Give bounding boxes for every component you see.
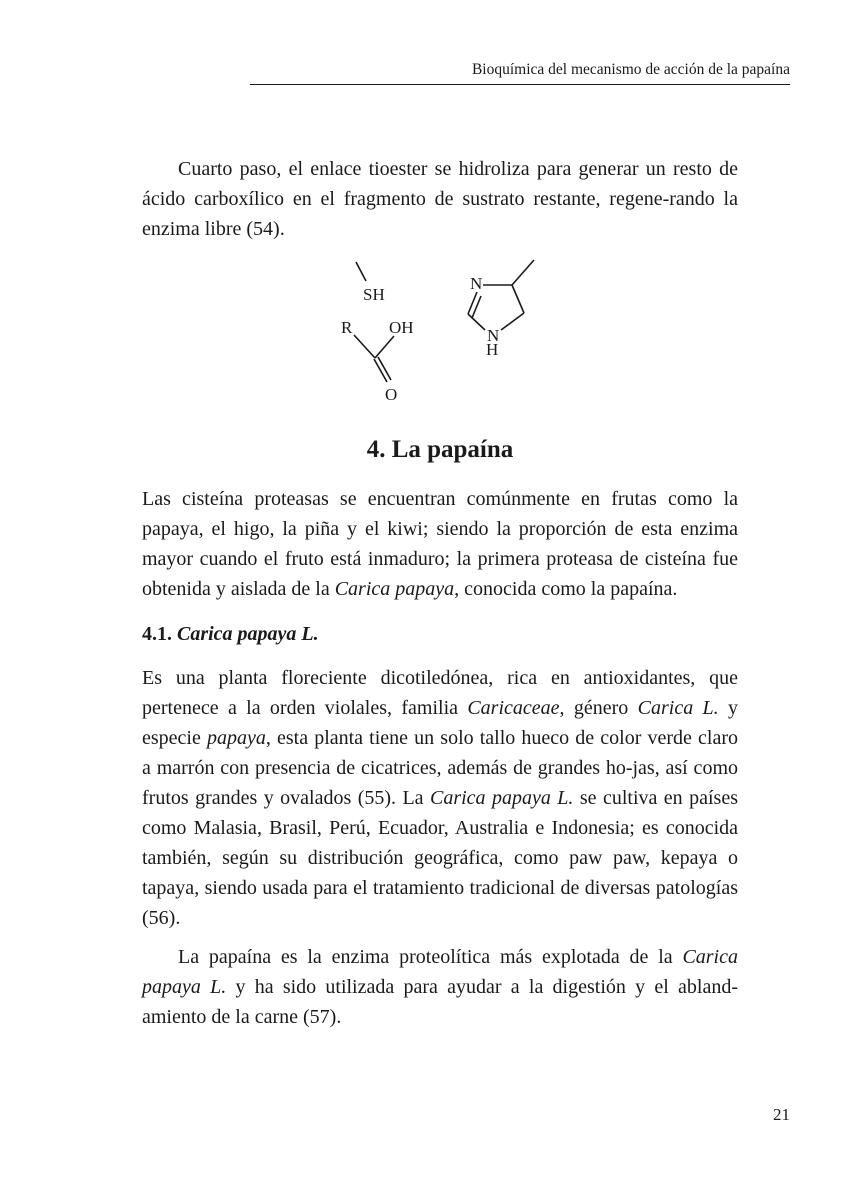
italic-family-name: Caricaceae [467,697,560,719]
thiol-bond [356,262,366,281]
ring-bond-c5-nh [501,313,524,330]
subsection-number: 4.1. [142,623,172,645]
paragraph-planta-floreciente [142,663,738,933]
italic-species-name: Carica papaya L. [429,787,574,809]
label-o: O [385,385,398,404]
chemical-structure-svg [330,252,560,407]
c-oh-bond [375,336,394,358]
text-run: Es una planta floreciente dicotiledónea, rica en antioxidantes, que pertenece a la orden violales, familia [142,667,738,719]
label-n-top: N [470,274,483,293]
text-run: y especie [142,697,739,749]
text-run: La papaína es la enzima proteolítica más explotada de la [178,946,683,968]
page-number: 21 [773,1105,790,1124]
label-oh: OH [389,318,414,337]
label-h: H [486,340,499,359]
paragraph-text: Cuarto paso, el enlace tioester se hidroliza para generar un resto de ácido carboxílico en el fragmento de sustrato restante, regene-rando la enzima libre (54). [142,158,738,240]
paragraph-papaina-enzima [142,942,738,1032]
section-heading: 4. La papaína [366,436,514,463]
chemical-structure-figure [330,252,560,407]
label-sh: SH [363,285,385,304]
header-rule [250,84,790,85]
paragraph-text [142,942,738,1032]
label-n-bottom: N [487,326,500,345]
text-run: , género [559,697,638,719]
ring-bond-c4-c5 [512,285,524,313]
running-head: Bioquímica del mecanismo de acción de la papaína [471,61,790,78]
subsection-title: Carica papaya L. [177,623,319,645]
italic-species-epithet: papaya [206,727,266,749]
r-c-bond [354,335,375,358]
subsection-heading [142,619,738,649]
text-run: se cultiva en países como Malasia, Brasil, Perú, Ecuador, Australia e Indonesia; es conocida también, según su distribución geográfica, como paw paw, kepaya o tapaya, siendo usada para el tratamiento tradicional de diversas patologías (56). [142,787,738,929]
paragraph-cuarto-paso [142,154,738,244]
text-run: , conocida como la papaína. [454,578,678,600]
label-r: R [341,318,353,337]
text-run: , esta planta tiene un solo tallo hueco de color verde claro a marrón con presencia de cicatrices, además de grandes ho-jas, así como frutos grandes y ovalados (55). La [142,727,738,809]
methyl-bond [512,260,534,285]
italic-species-name: Carica papaya [334,578,455,600]
text-run: Las cisteína proteasas se encuentran comúnmente en frutas como la papaya, el higo, la piña y el kiwi; siendo la proporción de esta enzima mayor cuando el fruto está inmaduro; la primera proteasa de cisteína fue obtenida y aislada de la [142,488,738,600]
ring-bond-nh-c2 [468,314,485,330]
paragraph-text [142,663,738,933]
italic-species-name: Carica papaya L. [142,946,738,998]
italic-genus-name: Carica L. [637,697,719,719]
paragraph-cisteina-proteasas [142,484,738,604]
paragraph-text [142,484,738,604]
text-run: y ha sido utilizada para ayudar a la digestión y el abland-amiento de la carne (57). [142,976,738,1028]
